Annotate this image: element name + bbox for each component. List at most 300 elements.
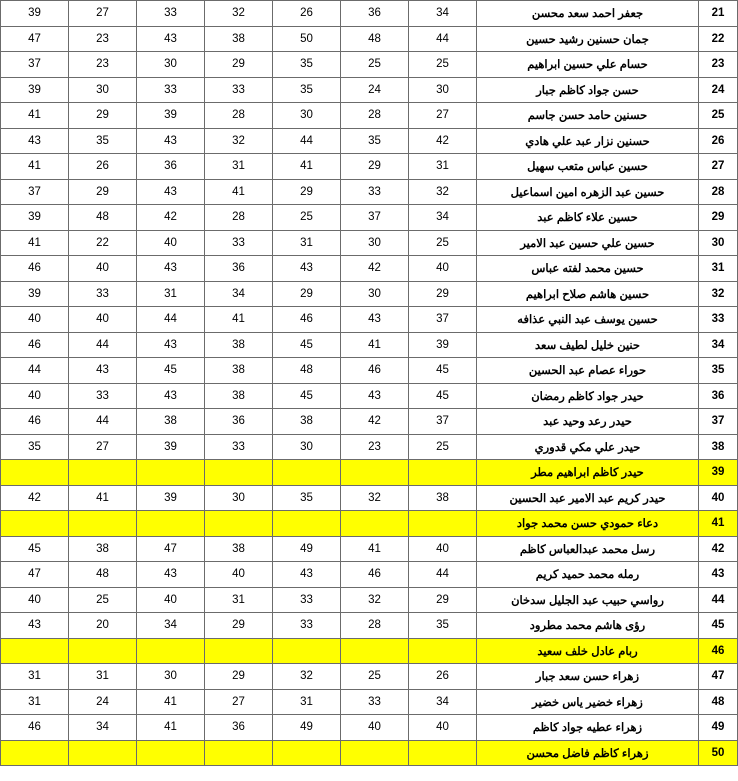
mark-cell: 34 [69,715,137,741]
mark-cell: 44 [69,332,137,358]
table-row [1,511,738,537]
mark-cell: 45 [1,536,69,562]
mark-cell: 23 [69,52,137,78]
mark-cell: 44 [1,358,69,384]
row-sequence-number: 28 [699,179,738,205]
mark-cell: 40 [205,562,273,588]
mark-cell [205,638,273,664]
student-name: زهراء عطيه جواد كاظم [477,715,699,741]
mark-cell [69,460,137,486]
student-name: حسين علي حسين عبد الامير [477,230,699,256]
mark-cell: 42 [1,485,69,511]
mark-cell: 26 [273,1,341,27]
student-name: حسين هاشم صلاح ابراهيم [477,281,699,307]
mark-cell: 41 [137,715,205,741]
grades-table-body [1,1,738,766]
mark-cell: 44 [137,307,205,333]
mark-cell: 31 [205,154,273,180]
mark-cell: 33 [273,587,341,613]
row-sequence-number: 39 [699,460,738,486]
mark-cell: 40 [137,587,205,613]
mark-cell: 34 [409,689,477,715]
mark-cell: 41 [205,179,273,205]
mark-cell [69,638,137,664]
mark-cell: 25 [409,434,477,460]
mark-cell: 41 [341,332,409,358]
mark-cell: 34 [409,1,477,27]
student-name: حيدر رعد وحيد عبد [477,409,699,435]
mark-cell: 25 [273,205,341,231]
row-sequence-number: 33 [699,307,738,333]
mark-cell: 31 [1,664,69,690]
mark-cell: 42 [409,128,477,154]
mark-cell: 28 [341,103,409,129]
mark-cell: 35 [341,128,409,154]
mark-cell: 28 [205,205,273,231]
mark-cell: 27 [205,689,273,715]
mark-cell: 38 [273,409,341,435]
mark-cell: 40 [409,536,477,562]
mark-cell [409,511,477,537]
mark-cell: 32 [205,1,273,27]
mark-cell: 41 [273,154,341,180]
table-row [1,77,738,103]
mark-cell: 43 [273,256,341,282]
table-row [1,587,738,613]
mark-cell: 40 [1,307,69,333]
mark-cell: 38 [205,536,273,562]
mark-cell: 46 [341,358,409,384]
mark-cell: 25 [341,664,409,690]
mark-cell: 46 [273,307,341,333]
mark-cell: 40 [69,307,137,333]
mark-cell: 29 [341,154,409,180]
mark-cell: 41 [1,154,69,180]
mark-cell: 30 [273,103,341,129]
mark-cell [1,740,69,766]
row-sequence-number: 27 [699,154,738,180]
row-sequence-number: 24 [699,77,738,103]
mark-cell: 30 [137,52,205,78]
mark-cell: 33 [137,77,205,103]
mark-cell: 39 [137,434,205,460]
student-name: حسنين حامد حسن جاسم [477,103,699,129]
mark-cell: 43 [137,26,205,52]
mark-cell: 41 [137,689,205,715]
row-sequence-number: 36 [699,383,738,409]
row-sequence-number: 23 [699,52,738,78]
mark-cell [1,460,69,486]
table-row [1,154,738,180]
mark-cell: 44 [273,128,341,154]
row-sequence-number: 41 [699,511,738,537]
mark-cell [341,638,409,664]
mark-cell: 46 [341,562,409,588]
mark-cell [205,460,273,486]
mark-cell: 32 [409,179,477,205]
mark-cell: 20 [69,613,137,639]
mark-cell: 31 [409,154,477,180]
mark-cell: 31 [69,664,137,690]
mark-cell: 31 [205,587,273,613]
mark-cell: 38 [69,536,137,562]
mark-cell: 39 [409,332,477,358]
mark-cell [137,460,205,486]
mark-cell: 38 [409,485,477,511]
mark-cell: 26 [409,664,477,690]
student-name: رمله محمد حميد كريم [477,562,699,588]
mark-cell: 34 [409,205,477,231]
table-row [1,256,738,282]
mark-cell: 43 [341,307,409,333]
mark-cell: 46 [1,256,69,282]
student-name: حسام علي حسين ابراهيم [477,52,699,78]
mark-cell: 30 [69,77,137,103]
row-sequence-number: 29 [699,205,738,231]
table-row [1,103,738,129]
mark-cell: 37 [409,307,477,333]
student-name: حسين محمد لفته عباس [477,256,699,282]
mark-cell: 42 [341,409,409,435]
mark-cell: 36 [341,1,409,27]
mark-cell: 36 [137,154,205,180]
table-row [1,383,738,409]
row-sequence-number: 45 [699,613,738,639]
mark-cell [341,511,409,537]
mark-cell: 44 [69,409,137,435]
mark-cell [273,460,341,486]
mark-cell: 29 [205,613,273,639]
mark-cell: 33 [341,689,409,715]
mark-cell: 38 [137,409,205,435]
row-sequence-number: 43 [699,562,738,588]
mark-cell: 33 [69,383,137,409]
mark-cell: 32 [273,664,341,690]
row-sequence-number: 26 [699,128,738,154]
row-sequence-number: 32 [699,281,738,307]
table-row [1,613,738,639]
mark-cell: 39 [137,103,205,129]
table-row [1,332,738,358]
mark-cell: 33 [205,230,273,256]
student-name: زهراء كاظم فاضل محسن [477,740,699,766]
mark-cell: 23 [341,434,409,460]
table-row [1,307,738,333]
table-row [1,128,738,154]
mark-cell: 40 [341,715,409,741]
mark-cell: 40 [137,230,205,256]
mark-cell: 48 [341,26,409,52]
mark-cell: 29 [273,179,341,205]
mark-cell: 33 [137,1,205,27]
mark-cell: 40 [409,256,477,282]
mark-cell: 31 [137,281,205,307]
student-name: جعفر احمد سعد محسن [477,1,699,27]
row-sequence-number: 42 [699,536,738,562]
table-row [1,715,738,741]
student-name: حسين علاء كاظم عبد [477,205,699,231]
mark-cell: 43 [137,332,205,358]
table-row [1,460,738,486]
mark-cell: 43 [137,256,205,282]
mark-cell: 35 [273,485,341,511]
row-sequence-number: 34 [699,332,738,358]
mark-cell: 46 [1,715,69,741]
mark-cell [1,638,69,664]
student-name: حوراء عصام عبد الحسين [477,358,699,384]
mark-cell: 42 [341,256,409,282]
mark-cell: 34 [205,281,273,307]
mark-cell: 40 [1,587,69,613]
mark-cell: 35 [273,52,341,78]
row-sequence-number: 40 [699,485,738,511]
mark-cell: 42 [137,205,205,231]
mark-cell: 29 [409,587,477,613]
student-name: حنين خليل لطيف سعد [477,332,699,358]
student-name: حيدر علي مكي قدوري [477,434,699,460]
mark-cell [69,511,137,537]
mark-cell: 45 [273,332,341,358]
mark-cell: 39 [137,485,205,511]
mark-cell: 30 [341,230,409,256]
mark-cell: 28 [341,613,409,639]
row-sequence-number: 49 [699,715,738,741]
mark-cell: 37 [1,179,69,205]
student-name: ربام عادل خلف سعيد [477,638,699,664]
mark-cell: 32 [341,485,409,511]
mark-cell [273,511,341,537]
mark-cell: 39 [1,77,69,103]
mark-cell: 31 [273,230,341,256]
mark-cell [137,511,205,537]
table-row [1,434,738,460]
mark-cell: 30 [137,664,205,690]
row-sequence-number: 44 [699,587,738,613]
mark-cell: 41 [1,103,69,129]
mark-cell: 37 [409,409,477,435]
student-name: رؤى هاشم محمد مطرود [477,613,699,639]
table-row [1,409,738,435]
table-row [1,205,738,231]
mark-cell: 35 [409,613,477,639]
mark-cell: 41 [69,485,137,511]
row-sequence-number: 47 [699,664,738,690]
mark-cell: 37 [341,205,409,231]
mark-cell: 43 [1,613,69,639]
table-row [1,689,738,715]
mark-cell: 34 [137,613,205,639]
mark-cell [341,740,409,766]
student-name: حسنين نزار عبد علي هادي [477,128,699,154]
mark-cell [1,511,69,537]
table-row [1,230,738,256]
student-name: حيدر كريم عبد الامير عبد الحسين [477,485,699,511]
mark-cell [409,638,477,664]
mark-cell: 32 [205,128,273,154]
mark-cell: 47 [1,562,69,588]
mark-cell: 43 [137,128,205,154]
mark-cell: 38 [205,383,273,409]
student-name: رسل محمد عبدالعباس كاظم [477,536,699,562]
mark-cell [409,460,477,486]
row-sequence-number: 50 [699,740,738,766]
mark-cell: 47 [137,536,205,562]
mark-cell [137,638,205,664]
mark-cell [205,511,273,537]
mark-cell: 32 [341,587,409,613]
row-sequence-number: 37 [699,409,738,435]
row-sequence-number: 48 [699,689,738,715]
mark-cell: 43 [341,383,409,409]
mark-cell: 29 [273,281,341,307]
mark-cell: 38 [205,332,273,358]
mark-cell: 50 [273,26,341,52]
mark-cell: 30 [273,434,341,460]
student-name: حيدر جواد كاظم رمضان [477,383,699,409]
mark-cell: 43 [1,128,69,154]
mark-cell: 22 [69,230,137,256]
mark-cell: 45 [409,358,477,384]
table-row [1,26,738,52]
mark-cell: 27 [69,434,137,460]
mark-cell: 23 [69,26,137,52]
table-row [1,536,738,562]
mark-cell: 43 [273,562,341,588]
mark-cell: 26 [69,154,137,180]
mark-cell: 35 [69,128,137,154]
mark-cell: 45 [137,358,205,384]
mark-cell: 29 [409,281,477,307]
row-sequence-number: 22 [699,26,738,52]
mark-cell: 43 [137,562,205,588]
mark-cell: 27 [409,103,477,129]
mark-cell: 30 [205,485,273,511]
mark-cell: 29 [205,664,273,690]
student-name: حسن جواد كاظم جبار [477,77,699,103]
mark-cell: 29 [69,103,137,129]
mark-cell: 39 [1,205,69,231]
mark-cell: 24 [69,689,137,715]
table-row [1,740,738,766]
mark-cell: 25 [69,587,137,613]
student-name: حسين عبد الزهره امين اسماعيل [477,179,699,205]
mark-cell: 37 [1,52,69,78]
mark-cell: 25 [409,52,477,78]
table-row [1,179,738,205]
mark-cell: 40 [1,383,69,409]
mark-cell: 29 [205,52,273,78]
table-row [1,358,738,384]
row-sequence-number: 35 [699,358,738,384]
student-name: دعاء حمودي حسن محمد جواد [477,511,699,537]
mark-cell: 24 [341,77,409,103]
mark-cell: 27 [69,1,137,27]
student-name: زهراء خضير ياس خضير [477,689,699,715]
mark-cell: 43 [137,179,205,205]
mark-cell: 35 [1,434,69,460]
mark-cell: 46 [1,409,69,435]
mark-cell: 36 [205,409,273,435]
mark-cell: 41 [205,307,273,333]
table-row [1,52,738,78]
mark-cell: 28 [205,103,273,129]
mark-cell [273,740,341,766]
row-sequence-number: 38 [699,434,738,460]
student-name: حسين يوسف عبد النبي عذافه [477,307,699,333]
mark-cell: 44 [409,26,477,52]
table-row [1,638,738,664]
table-row [1,281,738,307]
student-name: جمان حسنين رشيد حسين [477,26,699,52]
mark-cell: 40 [69,256,137,282]
table-row [1,1,738,27]
mark-cell: 30 [341,281,409,307]
mark-cell: 35 [273,77,341,103]
mark-cell: 41 [1,230,69,256]
student-name: حيدر كاظم ابراهيم مطر [477,460,699,486]
row-sequence-number: 31 [699,256,738,282]
mark-cell: 33 [341,179,409,205]
mark-cell: 33 [273,613,341,639]
mark-cell: 41 [341,536,409,562]
mark-cell: 49 [273,536,341,562]
table-row [1,664,738,690]
mark-cell: 33 [205,434,273,460]
mark-cell: 31 [273,689,341,715]
student-name: زهراء حسن سعد جبار [477,664,699,690]
mark-cell: 46 [1,332,69,358]
table-row [1,485,738,511]
mark-cell: 48 [69,562,137,588]
mark-cell [69,740,137,766]
mark-cell: 48 [273,358,341,384]
mark-cell: 48 [69,205,137,231]
mark-cell: 47 [1,26,69,52]
mark-cell [137,740,205,766]
mark-cell [409,740,477,766]
mark-cell: 45 [273,383,341,409]
mark-cell: 39 [1,1,69,27]
mark-cell: 33 [69,281,137,307]
mark-cell: 36 [205,715,273,741]
mark-cell: 29 [69,179,137,205]
mark-cell: 36 [205,256,273,282]
mark-cell: 31 [1,689,69,715]
mark-cell: 43 [137,383,205,409]
row-sequence-number: 21 [699,1,738,27]
mark-cell: 44 [409,562,477,588]
table-row [1,562,738,588]
mark-cell: 43 [69,358,137,384]
mark-cell [205,740,273,766]
mark-cell: 38 [205,358,273,384]
mark-cell [341,460,409,486]
mark-cell [273,638,341,664]
row-sequence-number: 46 [699,638,738,664]
mark-cell: 30 [409,77,477,103]
mark-cell: 25 [409,230,477,256]
mark-cell: 49 [273,715,341,741]
mark-cell: 45 [409,383,477,409]
mark-cell: 25 [341,52,409,78]
student-name: حسين عباس متعب سهيل [477,154,699,180]
mark-cell: 33 [205,77,273,103]
mark-cell: 40 [409,715,477,741]
mark-cell: 39 [1,281,69,307]
row-sequence-number: 30 [699,230,738,256]
mark-cell: 38 [205,26,273,52]
row-sequence-number: 25 [699,103,738,129]
